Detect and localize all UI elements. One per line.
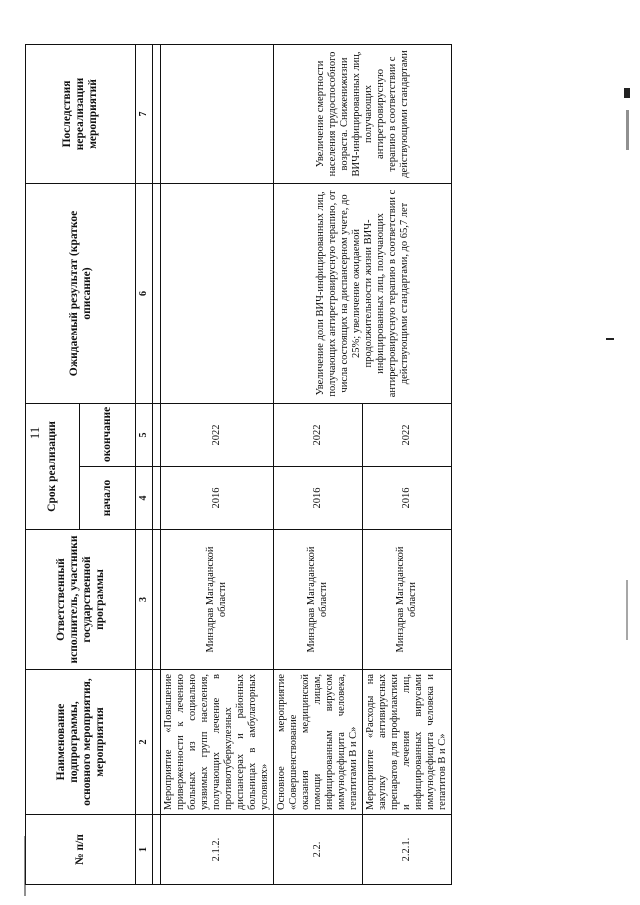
header-row [26, 44, 80, 884]
row-responsible: Минздрав Магаданской области [161, 530, 274, 670]
row-result [161, 183, 274, 403]
column-number: 2 [136, 670, 153, 815]
row-end: 2022 [274, 403, 363, 466]
table-row [274, 44, 363, 884]
column-number: 3 [136, 530, 153, 670]
row-name: Основное мероприятие «Совершенствование оказания медицинской помощи лицам, инфицированным вирусом иммунодефицита человека, гепатитами B и C» [274, 670, 363, 815]
row-result: Увеличение доли ВИЧ-инфицированных лиц, получающих антиретровирусную терапию, от числа состоящих на диспансерном учете, до 25%; увеличение ожидаемой продолжительности жизни ВИЧ-инфицированных лиц, получающих антиретровирусную терапию в соответствии с действующими стандартами, до 65,7 лет [274, 183, 452, 403]
header-consequence: Последствия нереализации мероприятий [26, 44, 136, 183]
scan-mark [606, 338, 614, 340]
header-result: Ожидаемый результат (краткое описание) [26, 183, 136, 403]
column-number: 5 [136, 403, 153, 466]
row-number: 2.2.1. [363, 815, 452, 885]
row-end: 2022 [161, 403, 274, 466]
column-number: 4 [136, 467, 153, 530]
row-consequence: Увеличение смертности населения трудоспособного возраста. Сниженижизни ВИЧ-инфицированных лиц, получающих антиретровирусную терапию в соответствии с действующими стандартами [274, 44, 452, 183]
row-name: Мероприятие «Повышение приверженности к лечению больных из социально уязвимых групп населения, получающих лечение в противотуберкулезных диспансерах и районных больницах в амбулаторных условиях» [161, 670, 274, 815]
header-term: Срок реализации [26, 403, 80, 529]
column-numbers-row [136, 44, 153, 884]
header-start: начало [80, 467, 136, 530]
column-number: 7 [136, 44, 153, 183]
page-number: 11 [27, 426, 42, 440]
row-number: 2.2. [274, 815, 363, 885]
column-number: 1 [136, 815, 153, 885]
row-start: 2016 [274, 467, 363, 530]
header-end: окончание [80, 403, 136, 466]
scan-mark [626, 110, 629, 150]
row-responsible: Минздрав Магаданской области [274, 530, 363, 670]
row-start: 2016 [363, 467, 452, 530]
scan-mark [24, 836, 26, 896]
row-consequence [161, 44, 274, 183]
activities-table [25, 44, 452, 885]
row-responsible: Минздрав Магаданской области [363, 530, 452, 670]
table-container [25, 45, 448, 885]
table-row [161, 44, 274, 884]
header-name: Наименование подпрограммы, основного мероприятия, мероприятия [26, 670, 136, 815]
row-start: 2016 [161, 467, 274, 530]
header-responsible: Ответственный исполнитель, участники государственной программы [26, 530, 136, 670]
scan-mark [624, 88, 630, 98]
spacer-row [153, 44, 161, 884]
header-number: № п/п [26, 815, 136, 885]
column-number: 6 [136, 183, 153, 403]
row-name: Мероприятие «Расходы на закупку антивирусных препаратов для профилактики и лечения лиц, инфицированных вирусами иммунодефицита человека и гепатитов B и C» [363, 670, 452, 815]
scan-mark [626, 580, 628, 640]
row-end: 2022 [363, 403, 452, 466]
row-number: 2.1.2. [161, 815, 274, 885]
